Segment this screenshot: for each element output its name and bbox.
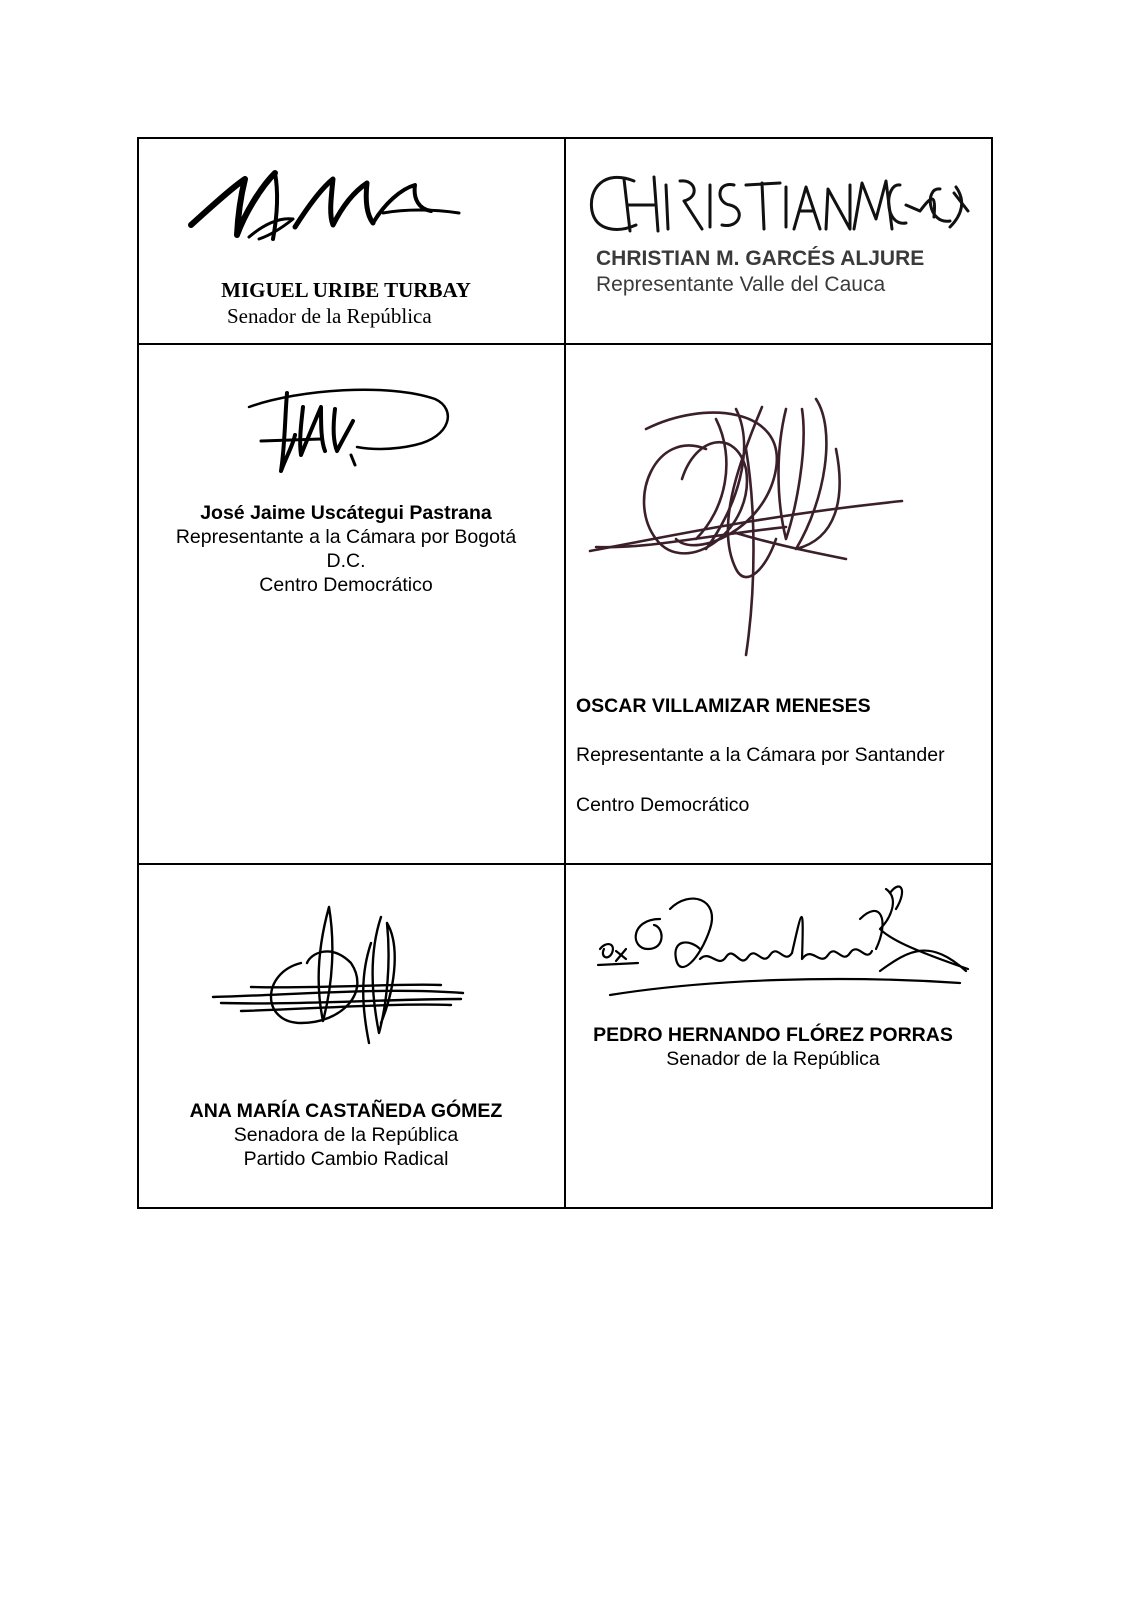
signatory-name: MIGUEL URIBE TURBAY xyxy=(221,278,471,302)
signatory-title-continued: D.C. xyxy=(326,550,366,572)
signatory-name: José Jaime Uscátegui Pastrana xyxy=(200,502,492,524)
signature-cell-uribe xyxy=(138,138,565,344)
signature-image-garces xyxy=(584,171,974,241)
signature-image-villamizar xyxy=(586,389,916,669)
signatory-party: Centro Democrático xyxy=(259,574,433,596)
signature-image-castaneda xyxy=(211,903,471,1063)
signature-image-florez xyxy=(590,879,970,1009)
signature-cell-castaneda xyxy=(138,864,565,1208)
signatory-name: CHRISTIAN M. GARCÉS ALJURE xyxy=(596,247,925,270)
signature-cell-uscategui xyxy=(138,344,565,864)
signatory-title: Senador de la República xyxy=(666,1048,880,1070)
signature-image-uscategui xyxy=(239,385,459,485)
signature-table xyxy=(137,137,993,1209)
signature-cell-garces xyxy=(565,138,992,344)
signatory-party: Partido Cambio Radical xyxy=(243,1148,449,1170)
signature-cell-villamizar xyxy=(565,344,992,864)
signature-cell-florez xyxy=(565,864,992,1208)
signature-image-uribe xyxy=(183,165,463,251)
signatory-title: Representante a la Cámara por Bogotá xyxy=(175,526,517,548)
signatory-name: OSCAR VILLAMIZAR MENESES xyxy=(576,695,871,717)
signatory-title: Representante Valle del Cauca xyxy=(596,273,886,296)
signatory-title: Senador de la República xyxy=(227,304,432,328)
signatory-title: Senadora de la República xyxy=(233,1124,459,1146)
signatory-name: ANA MARÍA CASTAÑEDA GÓMEZ xyxy=(189,1100,503,1122)
signatory-name: PEDRO HERNANDO FLÓREZ PORRAS xyxy=(593,1024,953,1046)
signatory-title: Representante a la Cámara por Santander xyxy=(576,744,945,766)
signatory-party: Centro Democrático xyxy=(576,794,750,816)
